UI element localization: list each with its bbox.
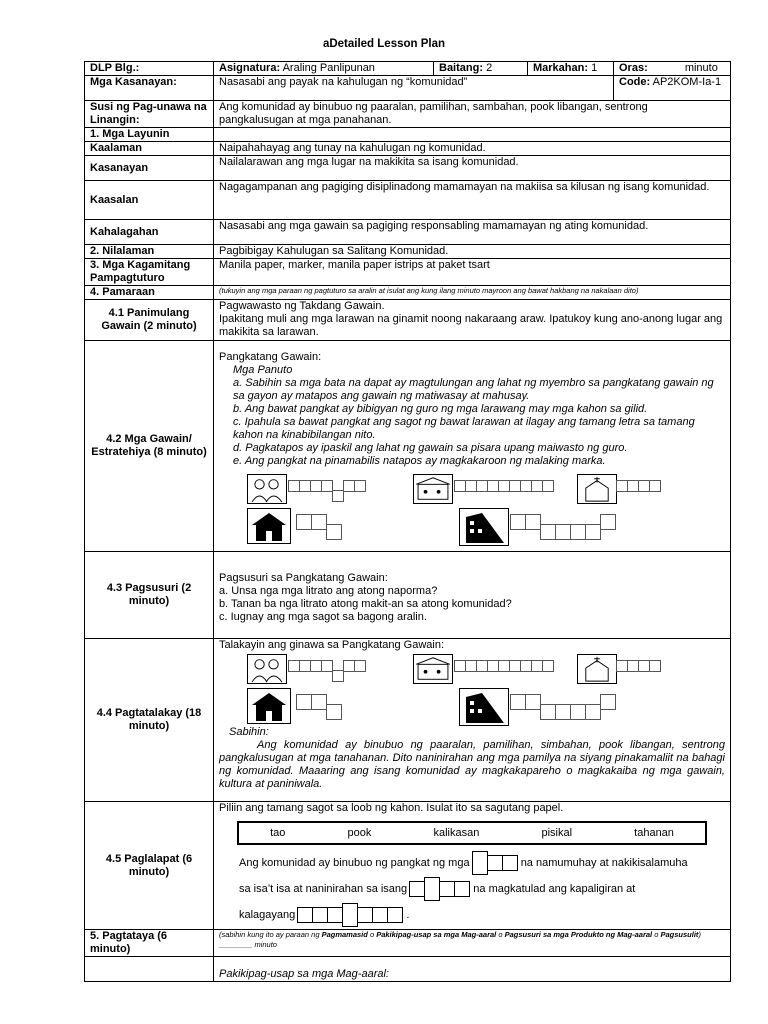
kagamitang-row	[85, 259, 731, 286]
pagsusuri-c: c. Iugnay ang mga sagot sa bagong aralin.	[219, 611, 427, 623]
kahalagahan-label: Kahalagahan	[85, 220, 214, 245]
kasanayan-label: Mga Kasanayan:	[85, 76, 214, 101]
church-picture-icon	[577, 654, 617, 684]
market-picture-icon	[413, 474, 453, 504]
answer-box[interactable]	[312, 907, 328, 923]
pagsusuri-label: 4.3 Pagsusuri (2 minuto)	[85, 552, 214, 639]
letter-boxes-3	[617, 660, 661, 672]
gawain-panuto: Mga Panuto	[233, 364, 293, 376]
paglalapat-body	[214, 802, 731, 930]
answer-box[interactable]	[342, 903, 358, 927]
answer-box[interactable]	[454, 881, 470, 897]
pagsusuri-a: a. Unsa nga mga litrato ang atong naporma?	[219, 585, 438, 597]
layunin-blank	[214, 128, 731, 142]
kasanayan-value: Nasasabi ang payak na kahulugan ng “komunidad”	[214, 76, 614, 101]
pagtataya-label: 5. Pagtataya (6 minuto)	[85, 930, 214, 957]
panimulang-row	[85, 300, 731, 341]
kaasalan-row	[85, 181, 731, 220]
kaasalan-value: Nagagampanan ang pagiging disiplinadong mamamayan na makiisa sa kilusan ng isang komunidad.	[214, 181, 731, 220]
kasanayan-obj-value: Nailalarawan ang mga lugar na makikita sa isang komunidad.	[214, 156, 731, 181]
fill-sentence-3: kalagayang .	[219, 903, 725, 929]
choice-item: pisikal	[541, 826, 573, 839]
gawain-a: a. Sabihin sa mga bata na dapat ay magtulungan ang lahat ng myembro sa pangkatang gawain ng sa gayon ay matapos ang gawain ng matiwasay at mahusay.	[233, 377, 714, 402]
kaalaman-row	[85, 142, 731, 156]
pagsusuri-heading: Pagsusuri sa Pangkatang Gawain:	[219, 572, 388, 584]
fill-sentence-2: sa isa’t isa at naninirahan sa isang na magkatulad ang kapaligiran at	[219, 877, 725, 903]
pagtatalakay-row	[85, 639, 731, 802]
susi-label: Susi ng Pag-unawa na Linangin:	[85, 101, 214, 128]
pagtatalakay-label: 4.4 Pagtatalakay (18 minuto)	[85, 639, 214, 802]
fill-sentence-1: Ang komunidad ay binubuo ng pangkat ng mga na namumuhay at nakikisalamuha	[219, 851, 725, 877]
document-title: aDetailed Lesson Plan	[322, 38, 446, 50]
header-row-1	[85, 62, 731, 76]
letter-boxes-5	[511, 694, 616, 720]
gawain-body	[214, 341, 731, 552]
markahan-cell: Markahan: 1	[528, 62, 614, 76]
kagamitang-label: 3. Mga Kagamitang Pampagtuturo	[85, 259, 214, 286]
paglalapat-row	[85, 802, 731, 930]
hospital-picture-icon	[459, 508, 509, 546]
market-picture-icon	[413, 654, 453, 684]
gawain-label: 4.2 Mga Gawain/ Estratehiya (8 minuto)	[85, 341, 214, 552]
dlp-label: DLP Blg.:	[85, 62, 214, 76]
baitang-cell: Baitang: 2	[434, 62, 528, 76]
answer-box[interactable]	[387, 907, 403, 923]
layunin-label: 1. Mga Layunin	[85, 128, 214, 142]
answer-box[interactable]	[424, 877, 440, 901]
pagtataya-note: (sabihin kung ito ay paraan ng Pagmamasid o Pakikipag-usap sa mga Mag-aaral o Pagsusuri sa mga Produkto ng Mag-aaral o Pagsusulit) ________ minuto	[214, 930, 731, 957]
oras-cell: Oras: minuto	[614, 62, 731, 76]
pagtatalakay-sabihin: Sabihin:	[229, 726, 269, 738]
pagtatalakay-pictures	[219, 654, 725, 726]
susi-value: Ang komunidad ay binubuo ng paaralan, pamilihan, sambahan, pook libangan, sentrong pangkalusugan at mga panahanan.	[214, 101, 731, 128]
answer-box[interactable]	[357, 907, 373, 923]
kasanayan-obj-label: Kasanayan	[85, 156, 214, 181]
gawain-row	[85, 341, 731, 552]
gawain-heading: Pangkatang Gawain:	[219, 351, 322, 363]
susi-row	[85, 101, 731, 128]
answer-choice-box	[237, 821, 707, 845]
gawain-c: c. Ipahula sa bawat pangkat ang sagot ng bawat larawan at ilagay ang tamang letra sa tamang kahon na kinabibilangan nito.	[233, 416, 695, 441]
panimulang-line2: Ipakitang muli ang mga larawan na ginamit noong nakaraang araw. Ipatukoy kung ano-anong lugar ang makikita sa larawan.	[219, 313, 723, 338]
pagsusuri-b: b. Tanan ba nga litrato atong makit-an sa atong komunidad?	[219, 598, 512, 610]
letter-boxes-1	[289, 480, 366, 502]
gawain-d: d. Pagkatapos ay ipaskil ang lahat ng gawain sa pisara upang maiwasto ng guro.	[233, 442, 628, 454]
kahalagahan-value: Nasasabi ang mga gawain sa pagiging responsabling mamamayan ng ating komunidad.	[214, 220, 731, 245]
answer-box[interactable]	[327, 907, 343, 923]
pakikipag-usap-text: Pakikipag-usap sa mga Mag-aaral:	[214, 957, 731, 982]
header-row-2	[85, 76, 731, 101]
hospital-picture-icon	[459, 688, 509, 726]
asignatura-cell: Asignatura: Araling Panlipunan	[214, 62, 434, 76]
pamaraan-row	[85, 286, 731, 300]
kaalaman-value: Naipahahayag ang tunay na kahulugan ng komunidad.	[214, 142, 731, 156]
letter-boxes-4	[297, 514, 342, 540]
kasanayan-row	[85, 156, 731, 181]
letter-boxes-5	[511, 514, 616, 540]
panimulang-label: 4.1 Panimulang Gawain (2 minuto)	[85, 300, 214, 341]
pagtataya-row	[85, 930, 731, 957]
church-picture-icon	[577, 474, 617, 504]
pamaraan-label: 4. Pamaraan	[85, 286, 214, 300]
paglalapat-label: 4.5 Paglalapat (6 minuto)	[85, 802, 214, 930]
kagamitang-value: Manila paper, marker, manila paper istrips at paket tsart	[214, 259, 731, 286]
pagsusuri-body	[214, 552, 731, 639]
nilalaman-row	[85, 245, 731, 259]
gawain-pictures	[219, 474, 725, 546]
nilalaman-label: 2. Nilalaman	[85, 245, 214, 259]
letter-boxes-2	[455, 660, 554, 672]
letter-boxes-4	[297, 694, 342, 720]
kaalaman-label: Kaalaman	[85, 142, 214, 156]
answer-box[interactable]	[439, 881, 455, 897]
answer-box[interactable]	[409, 881, 425, 897]
letter-boxes-3	[617, 480, 661, 492]
letter-boxes-2	[455, 480, 554, 492]
answer-box[interactable]	[502, 855, 518, 871]
panimulang-line1: Pagwawasto ng Takdang Gawain.	[219, 300, 385, 312]
answer-box[interactable]	[372, 907, 388, 923]
answer-box[interactable]	[472, 851, 488, 875]
choice-item: tahanan	[634, 826, 674, 839]
lesson-plan-table	[84, 61, 730, 982]
pagtatalakay-text: Ang komunidad ay binubuo ng paaralan, pamilihan, simbahan, pook libangan, sentrong pangkalusugan at mga tanahanan. Dito naninirahan ang mga pamilya na siyang pinakamaliit na bahagi ng komunidad. Maaaring ang isang komunidad ay magkakapareho o magkakaiba ng mga gawain, kultura at paniniwala.	[219, 739, 725, 790]
pagsusuri-row	[85, 552, 731, 639]
paglalapat-instruction: Piliin ang tamang sagot sa loob ng kahon. Isulat ito sa sagutang papel.	[219, 802, 564, 814]
gawain-e: e. Ang pangkat na pinamabilis natapos ay magkakaroon ng malaking marka.	[233, 455, 606, 467]
family-picture-icon	[247, 474, 287, 504]
letter-boxes-1	[289, 660, 366, 682]
pakikipag-usap-row	[85, 957, 731, 982]
nilalaman-value: Pagbibigay Kahulugan sa Salitang Komunidad.	[214, 245, 731, 259]
kaasalan-label: Kaasalan	[85, 181, 214, 220]
code-cell: Code: AP2KOM-Ia-1	[614, 76, 731, 101]
gawain-b: b. Ang bawat pangkat ay bibigyan ng guro ng mga larawang may mga kahon sa gilid.	[233, 403, 648, 415]
kahalagahan-row	[85, 220, 731, 245]
pagtatalakay-body	[214, 639, 731, 802]
layunin-row	[85, 128, 731, 142]
answer-box[interactable]	[297, 907, 313, 923]
choice-item: kalikasan	[433, 826, 480, 839]
blank-label-cell	[85, 957, 214, 982]
choice-item: pook	[347, 826, 372, 839]
house-picture-icon	[247, 688, 291, 724]
family-picture-icon	[247, 654, 287, 684]
pagtatalakay-heading: Talakayin ang ginawa sa Pangkatang Gawain:	[219, 639, 445, 651]
answer-box[interactable]	[487, 855, 503, 871]
panimulang-body	[214, 300, 731, 341]
pamaraan-note: (tukuyin ang mga paraan ng pagtuturo sa aralin at isulat ang kung ilang minuto mayroon ang bawat hakbang na nakalaan dito)	[214, 286, 731, 300]
house-picture-icon	[247, 508, 291, 544]
choice-item: tao	[270, 826, 286, 839]
